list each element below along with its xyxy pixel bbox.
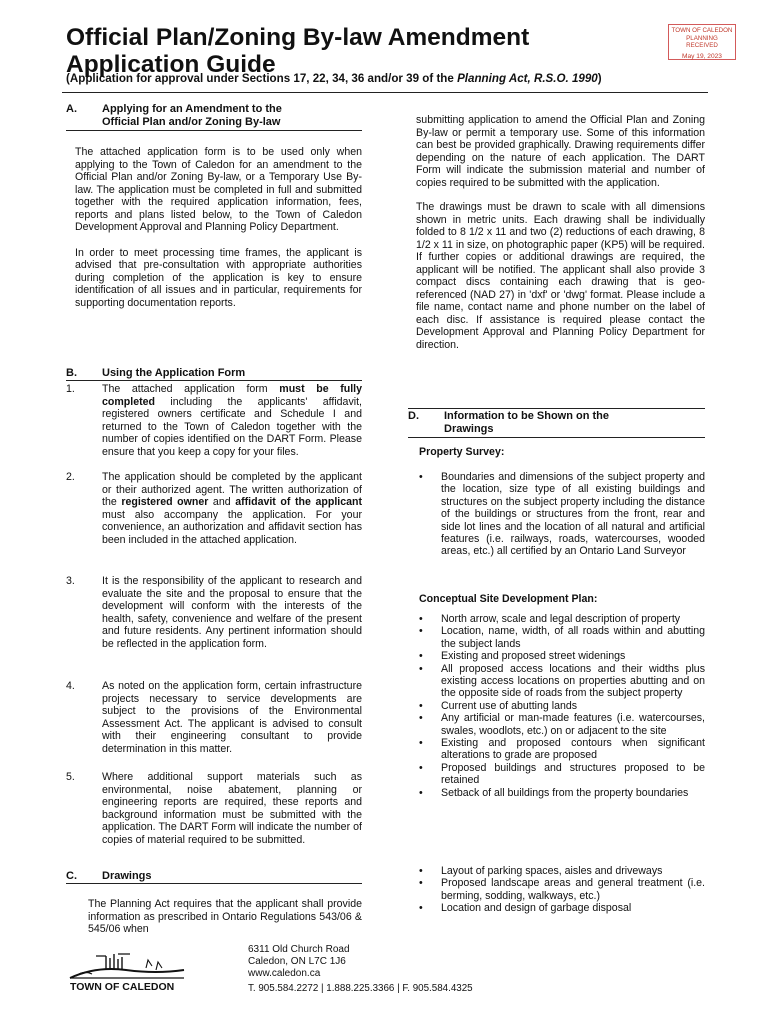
list-item: • Current use of abutting lands [419, 699, 578, 712]
section-a-underline [66, 130, 362, 131]
property-survey-heading: Property Survey: [419, 446, 505, 458]
logo-text: TOWN OF CALEDON [70, 981, 175, 993]
section-d-underline [408, 437, 705, 438]
page-title: Official Plan/Zoning By-law Amendment Application Guide [66, 24, 530, 78]
list-item: • Any artificial or man-made features (i.e. watercourses, swales, woodlots, etc.) on or adjacent to the site [419, 712, 705, 737]
section-a-para-2: In order to meet processing time frames, the applicant is advised that pre-consultation with appropriate authorities during completion of the application is key to ensure identification of all issues and in particular, requirements for supporting documentation reports. [75, 246, 362, 309]
footer-address: 6311 Old Church Road Caledon, ON L7C 1J6 www.caledon.ca [248, 944, 350, 979]
bullet-icon: • [419, 761, 423, 774]
bullet-icon: • [419, 662, 423, 675]
section-c-heading: C. Drawings [66, 870, 366, 884]
town-logo [66, 948, 206, 994]
bullet-icon: • [419, 737, 423, 750]
received-stamp: TOWN OF CALEDON PLANNING RECEIVED May 19, 2023 [668, 24, 736, 60]
bullet-icon: • [419, 712, 423, 725]
header-divider [62, 92, 708, 93]
section-a-heading: A. Applying for an Amendment to the Official Plan and/or Zoning By-law [66, 103, 366, 131]
list-item: • Boundaries and dimensions of the subject property and the location, size type of all existing buildings and structures on the subject property including the distance of the buildings or structures from the front, rear and side lot lines and the location of all natural and artificial features (i.e. railways, roads, watercourses, wooded areas, etc.) all certified by an Ontario Land Surveyor [419, 471, 705, 558]
bullet-icon: • [419, 471, 423, 483]
drawings-body [416, 114, 705, 351]
section-a-para-1: The attached application form is to be used only when applying to the Town of Caledon for an amendment to the Official Plan and/or Zoning By-law, or a Temporary Use By-law. The application must be completed in full and submitted together with the required application information, fees, reports and plans listed below, to the Town of Caledon Development Approval and Planning Policy Department. [75, 146, 362, 233]
list-item: • Existing and proposed contours when significant alterations to grade are proposed [419, 737, 705, 762]
section-d-heading: D. Information to be Shown on the Drawings [408, 410, 708, 438]
concept-plan-heading: Conceptual Site Development Plan: [419, 593, 598, 605]
logo-mark-icon [66, 948, 206, 994]
bullet-icon: • [419, 877, 423, 890]
page-subtitle: (Application for approval under Sections 17, 22, 34, 36 and/or 39 of the Planning Act, R.S.O. 1990) [66, 72, 602, 85]
drawings-para-1: submitting application to amend the Official Plan and Zoning By-law or permit a temporary use. Some of this information can best be provided graphically. Drawing requirements differ depending on the nature of each application. The DART Form will indicate the submission material and number of copies required to be submitted with the application. [416, 114, 705, 189]
list-item: • Location and design of garbage disposal [419, 902, 632, 915]
section-b-underline [66, 380, 362, 381]
bullet-icon: • [419, 625, 423, 638]
list-item: • Proposed landscape areas and general treatment (i.e. berming, sodding, walkways, etc.) [419, 877, 705, 902]
bullet-icon: • [419, 902, 423, 915]
bullet-icon: • [419, 650, 423, 663]
section-c-underline [66, 883, 362, 884]
list-item: • North arrow, scale and legal description of property [419, 613, 681, 625]
concept-list [419, 613, 705, 799]
list-item: • Proposed buildings and structures proposed to be retained [419, 761, 705, 787]
list-item: • Setback of all buildings from the property boundaries [419, 786, 689, 799]
bullet-icon: • [419, 786, 423, 799]
footer-contact: T. 905.584.2272 | 1.888.225.3366 | F. 905.584.4325 [248, 983, 473, 994]
bullet-icon: • [419, 699, 423, 712]
website-link[interactable]: www.caledon.ca [248, 968, 321, 979]
list-item: • Layout of parking spaces, aisles and driveways [419, 865, 663, 877]
section-c-body: The Planning Act requires that the applicant shall provide information as prescribed in Ontario Regulations 543/06 & 545/06 when [88, 898, 362, 935]
survey-list [419, 471, 705, 558]
section-a-body [75, 146, 362, 309]
list-item: • Existing and proposed street widenings [419, 650, 626, 663]
list-item: • Location, name, width, of all roads within and abutting the subject lands [419, 625, 705, 650]
bullet-icon: • [419, 613, 423, 625]
list-item: • All proposed access locations and their widths plus existing access locations on properties abutting and on the opposite side of roads from the subject property [419, 662, 705, 700]
extra-list [419, 865, 705, 915]
drawings-para-2: The drawings must be drawn to scale with all dimensions shown in metric units. Each drawing shall be individually folded to 8 1/2 x 11 and two (2) reductions of each drawing, 8 1/2 x 11 in size, on photographic paper (KP5) will be required. If further copies or additional drawings are required, the applicant will be notified. The applicant shall also provide 3 compact discs containing each drawing that is geo-referenced (NAD 27) in 'dxf' or 'dwg' format. Please include a file name, contact name and phone number on the label of each disc. If assistance is required please contact the Development Approval and Planning Policy Department for direction. [416, 201, 705, 351]
bullet-icon: • [419, 865, 423, 877]
section-b-heading: B. Using the Application Form [66, 367, 366, 381]
